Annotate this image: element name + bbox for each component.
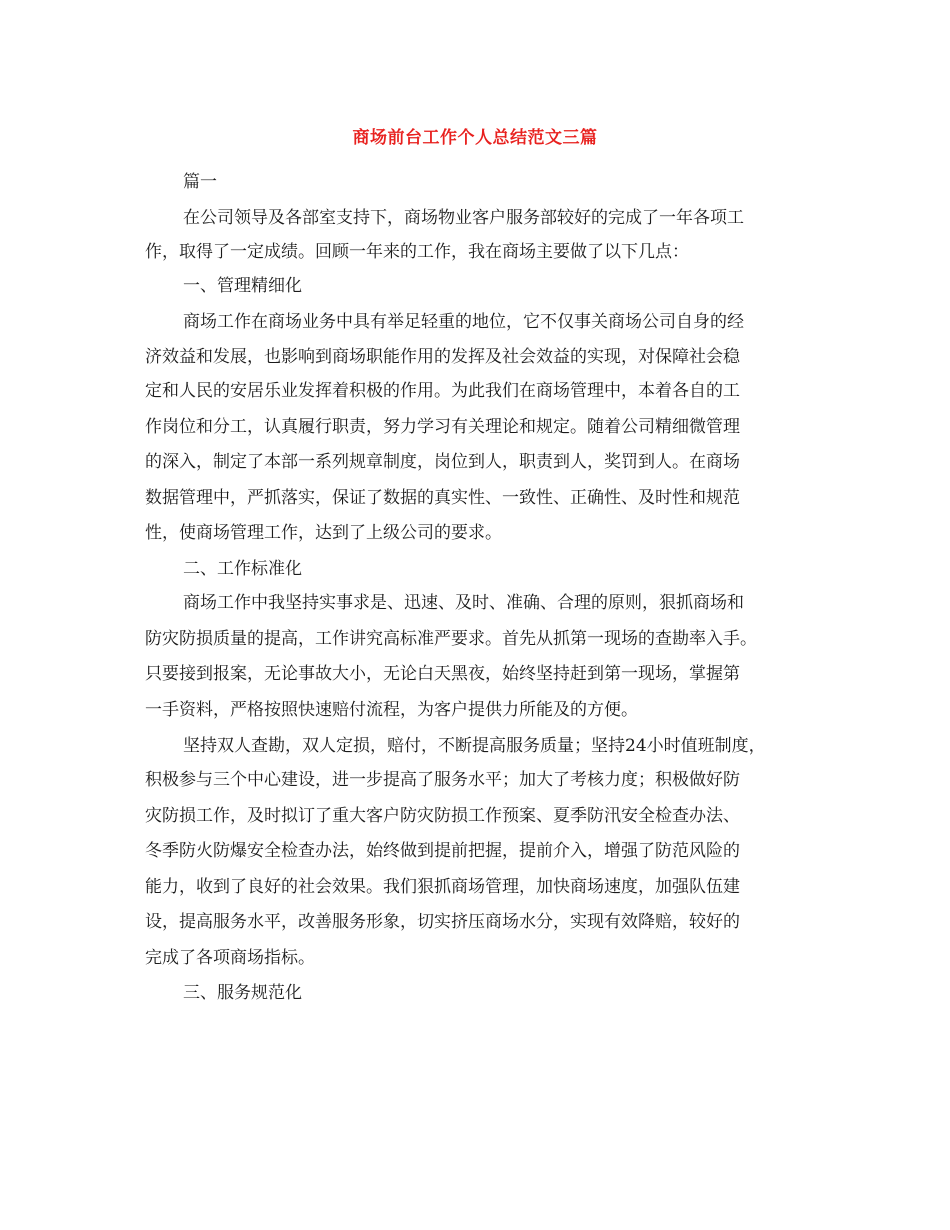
heading-management: 一、管理精细化 — [183, 276, 302, 296]
paragraph-line: 防灾防损质量的提高，工作讲究高标准严要求。首先从抓第一现场的查勘率入手。 — [145, 629, 757, 649]
paragraph-line: 能力，收到了良好的社会效果。我们狠抓商场管理，加快商场速度，加强队伍建 — [145, 877, 740, 897]
paragraph-line: 商场工作中我坚持实事求是、迅速、及时、准确、合理的原则，狠抓商场和 — [183, 593, 744, 613]
paragraph-line: 设，提高服务水平，改善服务形象，切实挤压商场水分，实现有效降赔，较好的 — [145, 912, 740, 932]
paragraph-line: 坚持双人查勘，双人定损，赔付，不断提高服务质量；坚持24小时值班制度， — [183, 736, 766, 756]
paragraph-line: 只要接到报案，无论事故大小，无论白天黑夜，始终坚持赶到第一现场，掌握第 — [145, 664, 740, 684]
paragraph-line: 作岗位和分工，认真履行职责，努力学习有关理论和规定。随着公司精细微管理 — [145, 417, 740, 437]
heading-service: 三、服务规范化 — [183, 983, 302, 1003]
paragraph-line: 灾防损工作，及时拟订了重大客户防灾防损工作预案、夏季防汛安全检查办法、 — [145, 806, 740, 826]
paragraph-line: 一手资料，严格按照快速赔付流程，为客户提供力所能及的方便。 — [145, 700, 638, 720]
paragraph-line: 性，使商场管理工作，达到了上级公司的要求。 — [145, 523, 502, 543]
section-label-pian-yi: 篇一 — [183, 172, 217, 192]
paragraph-line: 数据管理中，严抓落实，保证了数据的真实性、一致性、正确性、及时性和规范 — [145, 488, 740, 508]
heading-standardization: 二、工作标准化 — [183, 559, 302, 579]
document-title: 商场前台工作个人总结范文三篇 — [352, 128, 598, 148]
paragraph-line: 济效益和发展，也影响到商场职能作用的发挥及社会效益的实现，对保障社会稳 — [145, 347, 740, 367]
paragraph-line: 商场工作在商场业务中具有举足轻重的地位，它不仅事关商场公司自身的经 — [183, 312, 744, 332]
paragraph-line: 冬季防火防爆安全检查办法，始终做到提前把握，提前介入，增强了防范风险的 — [145, 841, 740, 861]
paragraph-line: 在公司领导及各部室支持下，商场物业客户服务部较好的完成了一年各项工 — [183, 208, 744, 228]
paragraph-line: 作，取得了一定成绩。回顾一年来的工作，我在商场主要做了以下几点： — [145, 242, 689, 262]
paragraph-line: 完成了各项商场指标。 — [145, 948, 315, 968]
paragraph-line: 定和人民的安居乐业发挥着积极的作用。为此我们在商场管理中，本着各自的工 — [145, 381, 740, 401]
paragraph-line: 积极参与三个中心建设，进一步提高了服务水平；加大了考核力度；积极做好防 — [145, 770, 740, 790]
paragraph-line: 的深入，制定了本部一系列规章制度，岗位到人，职责到人，奖罚到人。在商场 — [145, 452, 740, 472]
